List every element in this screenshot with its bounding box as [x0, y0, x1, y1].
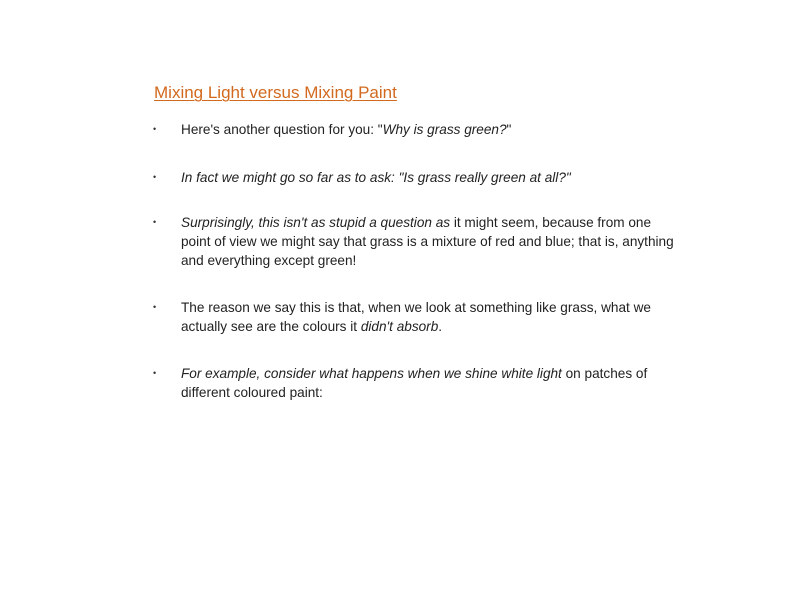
bullet-dot-icon: • [153, 172, 157, 182]
bullet-text [181, 213, 681, 270]
bullet-text-segment: Here's another question for you: " [181, 122, 383, 137]
bullet-text-segment-italic: For example, consider what happens when we shine white light [181, 366, 566, 381]
bullet-text-segment: it might seem, because from one point of view we might say that grass is a mixture of red and blue; that is, anything and everything except green! [181, 215, 674, 268]
bullet-dot-icon: • [153, 302, 157, 312]
bullet-dot-icon: • [153, 217, 157, 227]
bullet-dot-icon: • [153, 124, 157, 134]
bullet-text-segment: " [506, 122, 512, 137]
bullet-text-segment: on patches of different coloured paint: [181, 366, 648, 400]
slide-title: Mixing Light versus Mixing Paint [154, 83, 397, 102]
bullet-text-segment: The reason we say this is that, when we look at something like grass, what we actually see are the colours it [181, 300, 651, 334]
bullet-text [181, 298, 681, 336]
bullet-text-segment-italic: In fact we might go so far as to ask: "Is grass really green at all?" [181, 170, 571, 185]
bullet-text-segment-italic: Surprisingly, this isn't as stupid a question as [181, 215, 454, 230]
bullet-text-segment-italic: didn't absorb [360, 319, 439, 334]
bullet-text [181, 364, 681, 402]
bullet-text-segment: . [438, 319, 443, 334]
bullet-text [181, 168, 681, 187]
bullet-dot-icon: • [153, 368, 157, 378]
bullet-text [181, 120, 681, 139]
bullet-text-segment-italic: Why is grass green? [382, 122, 507, 137]
